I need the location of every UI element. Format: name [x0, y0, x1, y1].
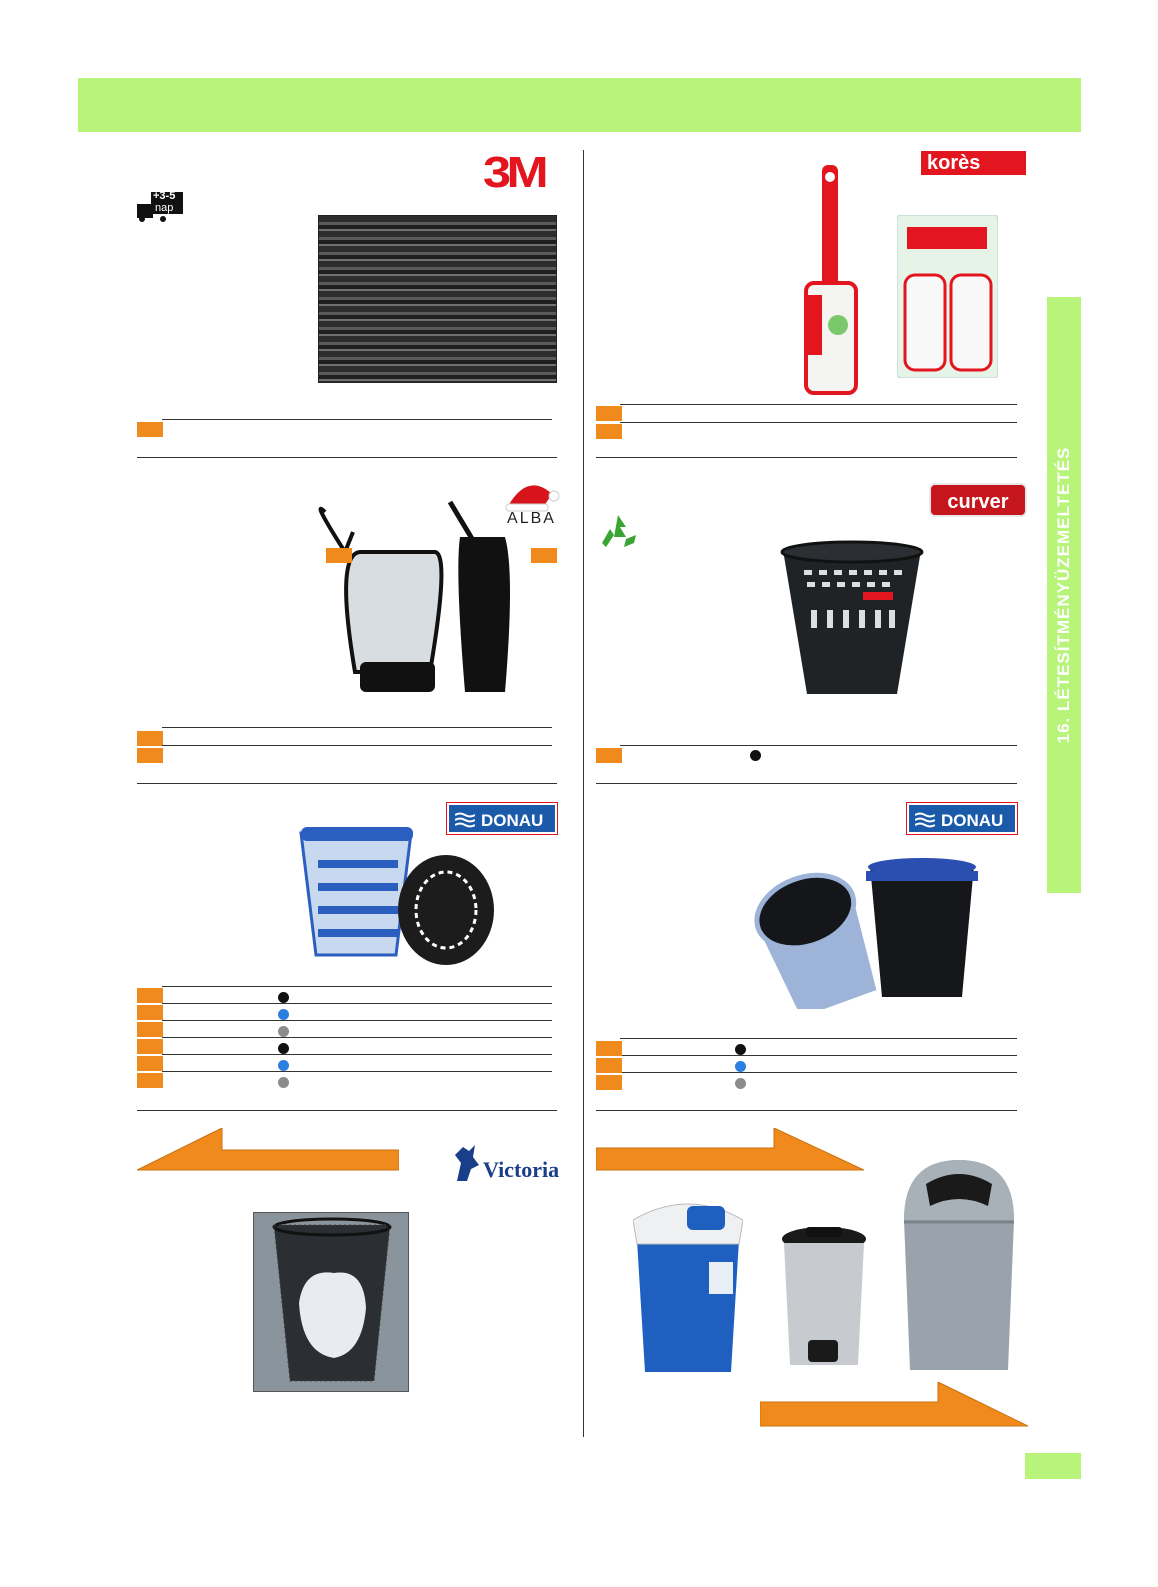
order-code-swatch: [596, 1075, 622, 1090]
arrow-banner-bottom: [760, 1382, 1028, 1428]
order-code-swatch: [596, 1058, 622, 1073]
delivery-days: +3-5: [153, 190, 176, 202]
order-code-swatch: [137, 731, 163, 746]
recycle-icon: [596, 513, 640, 549]
order-code-swatch: [137, 1022, 163, 1037]
horse-icon: [453, 1143, 481, 1183]
variant-swatch: [326, 548, 352, 563]
variant-swatch: [531, 548, 557, 563]
delivery-badge: [137, 192, 184, 222]
spec-line: [620, 1038, 1017, 1039]
product-image-mesh-basket: [253, 1212, 409, 1392]
section-separator: [137, 1110, 557, 1111]
color-dot-black: [278, 1043, 289, 1054]
color-dot-gray: [735, 1078, 746, 1089]
arrow-banner-right: [596, 1128, 864, 1172]
spec-line: [162, 1054, 552, 1055]
order-code-swatch: [137, 422, 163, 437]
order-code-swatch: [137, 1005, 163, 1020]
section-separator: [596, 783, 1017, 784]
brand-logo-victoria: Victoria: [453, 1143, 565, 1187]
page-number-tab: [1025, 1453, 1081, 1479]
brand-logo-donau: DONAU: [447, 803, 557, 834]
spec-line: [162, 1037, 552, 1038]
section-separator: [596, 1110, 1017, 1111]
brand-logo-curver: curver: [929, 483, 1027, 517]
spec-line: [162, 986, 552, 987]
order-code-swatch: [137, 1073, 163, 1088]
column-divider: [583, 150, 584, 1437]
spec-line: [162, 419, 552, 420]
arrow-banner-left: [137, 1128, 399, 1172]
color-dot-black: [278, 992, 289, 1003]
section-separator: [137, 783, 557, 784]
brand-logo-alba: ALBA: [500, 478, 563, 530]
section-separator: [137, 457, 557, 458]
spec-line: [620, 745, 1017, 746]
product-image-umbrella-stands: [305, 492, 557, 707]
color-dot-blue: [278, 1009, 289, 1020]
product-image-bins: [750, 857, 982, 1009]
color-dot-black: [750, 750, 761, 761]
order-code-swatch: [596, 424, 622, 439]
order-code-swatch: [137, 748, 163, 763]
brand-logo-3m: 3M: [483, 148, 545, 197]
spec-line: [620, 422, 1017, 423]
product-image-pedal-bin: [778, 1225, 870, 1375]
product-image-baskets: [296, 825, 506, 970]
waves-icon: [915, 812, 935, 828]
brand-logo-donau: DONAU: [907, 803, 1017, 834]
order-code-swatch: [137, 1056, 163, 1071]
order-code-swatch: [596, 406, 622, 421]
chapter-tab-label: 16. LÉTESÍTMÉNYÜZEMELTETÉS: [1054, 446, 1073, 744]
brand-logo-kores: korès: [921, 151, 1026, 175]
color-dot-blue: [735, 1061, 746, 1072]
spec-line: [162, 745, 552, 746]
order-code-swatch: [596, 1041, 622, 1056]
order-code-swatch: [596, 748, 622, 763]
header-band: [78, 78, 1081, 132]
product-image-lint-roller: [800, 165, 860, 397]
color-dot-blue: [278, 1060, 289, 1071]
delivery-unit: nap: [155, 202, 174, 214]
color-dot-gray: [278, 1026, 289, 1037]
spec-line: [620, 404, 1017, 405]
product-image-curver-basket: [779, 540, 925, 698]
chapter-tab[interactable]: [1047, 297, 1081, 893]
spec-line: [162, 1071, 552, 1072]
order-code-swatch: [137, 988, 163, 1003]
section-separator: [596, 457, 1017, 458]
product-image-doormat: [318, 215, 557, 383]
color-dot-black: [735, 1044, 746, 1055]
spec-line: [162, 1020, 552, 1021]
order-code-swatch: [137, 1039, 163, 1054]
spec-line: [620, 1055, 1017, 1056]
product-image-bullet-bin: [900, 1160, 1018, 1376]
color-dot-gray: [278, 1077, 289, 1088]
product-image-swing-bin: [633, 1192, 743, 1379]
spec-line: [162, 1003, 552, 1004]
spec-line: [162, 727, 552, 728]
spec-line: [620, 1072, 1017, 1073]
product-image-refill-pack: [897, 215, 998, 378]
